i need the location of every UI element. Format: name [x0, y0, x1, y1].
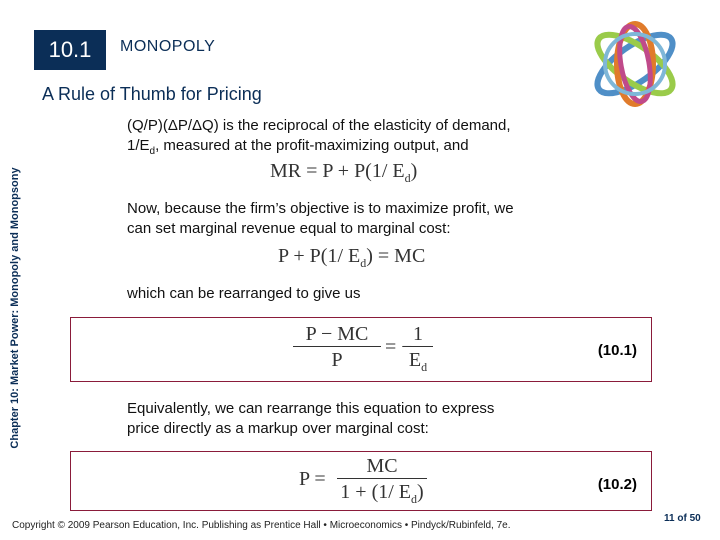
section-title: MONOPOLY	[120, 38, 216, 55]
fraction-rhs: 1 $E_d$	[403, 322, 433, 380]
equals-minus: = −	[385, 336, 413, 358]
paragraph-line: (Q/P)(ΔP/ΔQ) is the reciprocal of the elasticity of demand,	[127, 117, 511, 134]
page-number: 11 of 50	[664, 513, 701, 524]
chapter-sidebar	[4, 135, 26, 480]
chapter-label: Chapter 10: Market Power: Monopoly and Monopsony	[9, 166, 21, 449]
section-number-badge: 10.1	[34, 30, 106, 70]
paragraph-line: can set marginal revenue equal to marginal cost:	[127, 220, 451, 237]
equation-mr: MR = P + P(1/ $E_d$)	[270, 160, 418, 185]
fraction-lhs: P − MC P	[293, 322, 381, 373]
equation-number-10-1: (10.1)	[597, 342, 637, 359]
paragraph-rearranged: which can be rearranged to give us	[127, 285, 361, 302]
equation-box-10-1	[70, 317, 652, 382]
paragraph-markup	[127, 399, 494, 439]
paragraph-elasticity	[127, 116, 511, 162]
paragraph-line: $1/E_d$, measured at the profit-maximizing output, and	[127, 137, 469, 157]
paragraph-line: Equivalently, we can rearrange this equation to express	[127, 400, 495, 417]
interlocking-rings-logo-icon	[580, 14, 690, 114]
equation-box-10-2	[70, 451, 652, 511]
fraction-markup: MC 1 + (1/ $E_d$)	[337, 454, 427, 512]
slide-title: A Rule of Thumb for Pricing	[42, 84, 262, 104]
equation-mr-equals-mc: P + P(1/ $E_d$) = MC	[278, 245, 426, 270]
paragraph-maximize-profit	[127, 199, 514, 239]
copyright-footer: Copyright © 2009 Pearson Education, Inc. Publishing as Prentice Hall • Microeconomics • Pindyck/Rubinfeld, 7e.	[12, 520, 511, 531]
equation-number-10-2: (10.2)	[597, 476, 637, 493]
paragraph-line: Now, because the firm’s objective is to maximize profit, we	[127, 200, 514, 217]
paragraph-line: price directly as a markup over marginal cost:	[127, 420, 429, 437]
price-equals: P =	[299, 468, 326, 490]
